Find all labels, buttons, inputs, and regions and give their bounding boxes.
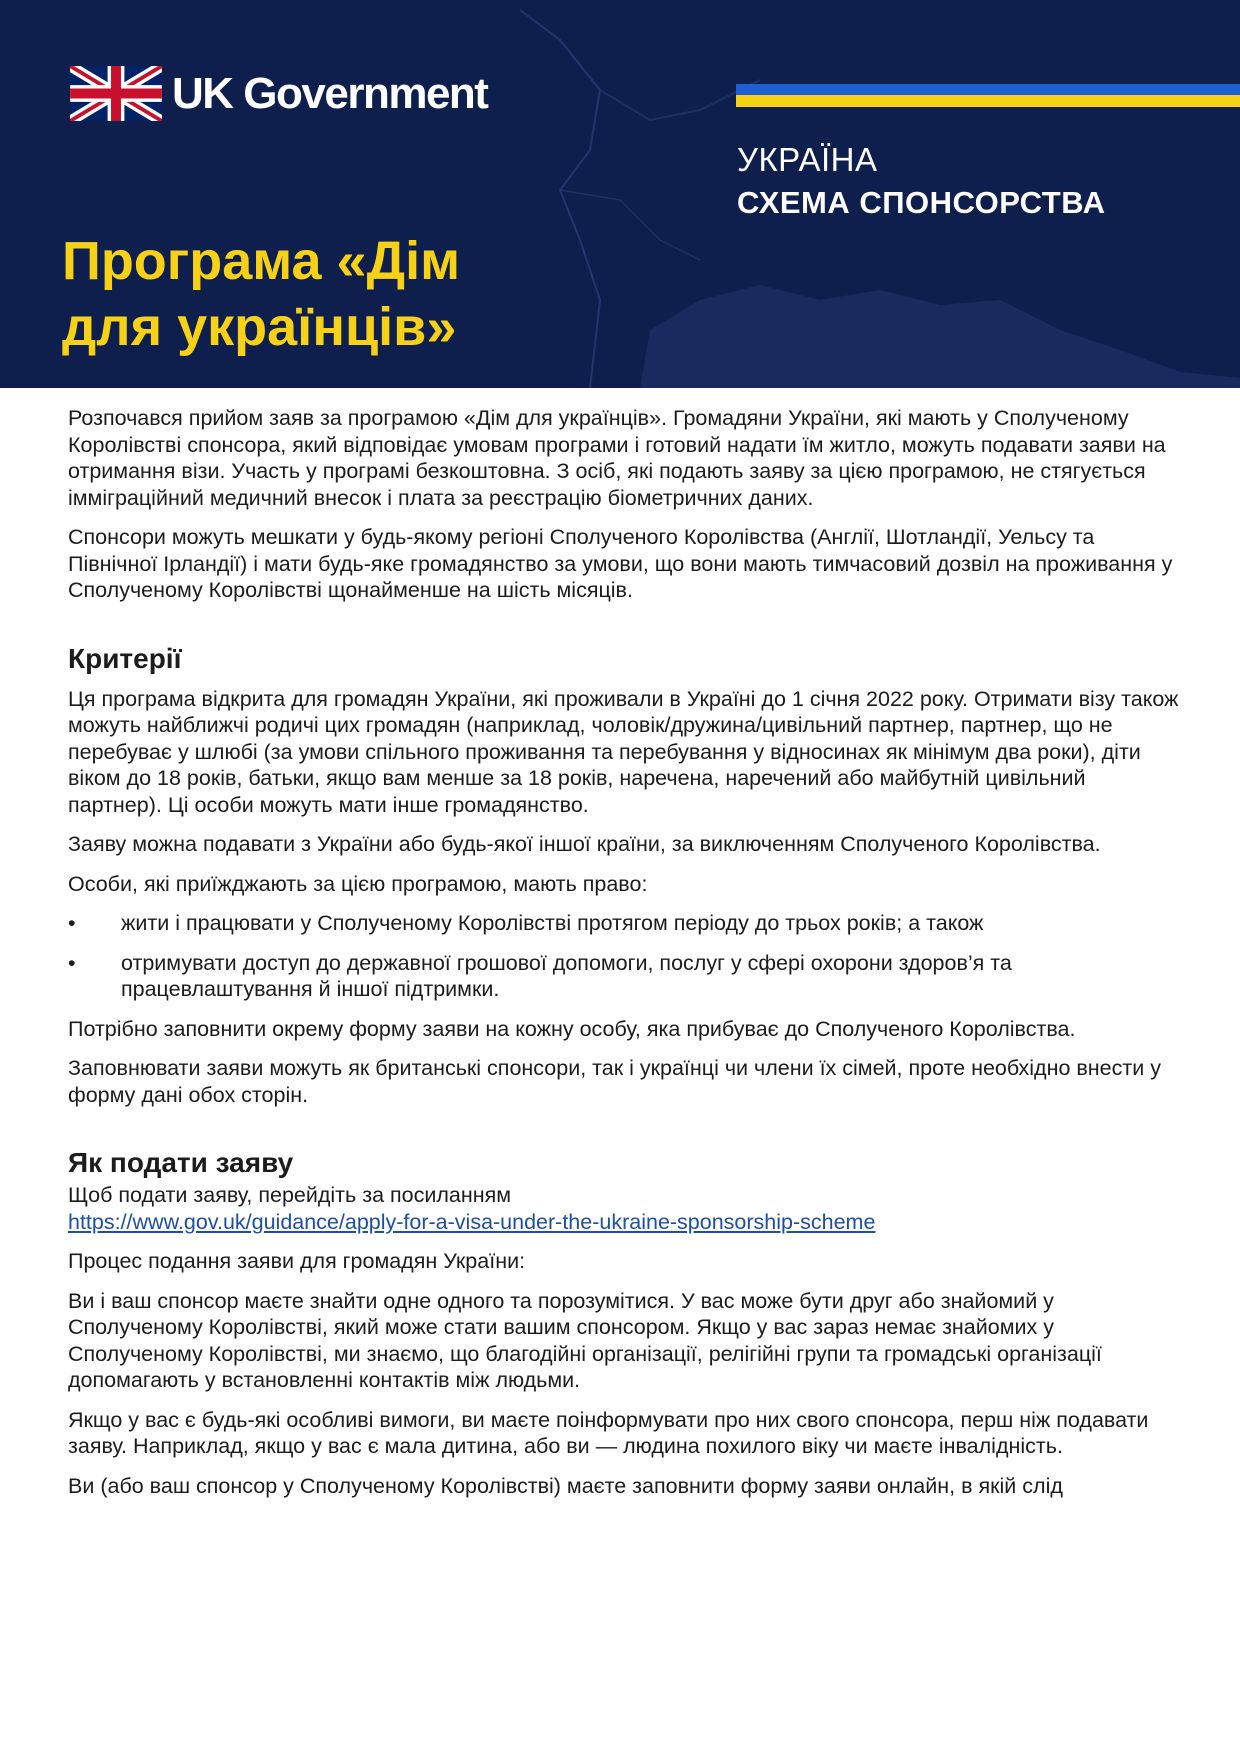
criteria-paragraph-3: Особи, які приїжджають за цією програмою, мають право: [68, 871, 648, 896]
criteria-paragraph-1: Ця програма відкрита для громадян України, які проживали в Україні до 1 січня 2022 року. Отримати візу також можуть найближчі родичі цих громадян (наприклад, чоловік/дружина/цивільний партнер, партнер, що не перебуває у шлюбі (за умови спільного проживання та перебування у відносинах як мінімум два роки), діти віком до 18 років, батьки, якщо вам менше за 18 років, наречена, наречений або майбутній цивільний партнер). Ці особи можуть мати інше громадянство. [68, 686, 1179, 817]
apply-paragraph-2: Ви і ваш спонсор маєте знайти одне одного та порозумітися. У вас може бути друг або знайомий у Сполученому Королівстві, який може стати вашим спонсором. Якщо у вас зараз немає знайомих у Сполученому Королівстві, ми знаємо, що благодійні організації, релігійні групи та громадські організації допомагають у встановленні контактів між людьми. [68, 1288, 1102, 1392]
union-jack-flag-icon [70, 66, 162, 121]
list-item-text: отримувати доступ до державної грошової допомоги, послуг у сфері охорони здоров’я та працевлаштування й іншої підтримки. [121, 950, 1012, 1001]
ukraine-flag-stripe [736, 84, 1240, 107]
document-body [68, 405, 1180, 1512]
apply-paragraph-1: Процес подання заяви для громадян України: [68, 1249, 526, 1273]
apply-intro-paragraph [68, 1182, 1180, 1235]
brand-name: UK Government [172, 68, 488, 118]
uk-government-logo [70, 66, 487, 121]
criteria-paragraph-5: Заповнювати заяви можуть як британські спонсори, так і українці чи члени їх сімей, проте необхідно внести у форму дані обох сторін. [68, 1056, 1161, 1107]
apply-paragraph-4: Ви (або ваш спонсор у Сполученому Королівстві) маєте заповнити форму заяви онлайн, в якій слід [68, 1473, 1063, 1498]
apply-paragraph-3: Якщо у вас є будь-які особливі вимоги, ви маєте поінформувати про них свого спонсора, перш ніж подавати заяву. Наприклад, якщо у вас є мала дитина, або ви — людина похилого віку чи маєте інвалідність. [68, 1407, 1149, 1458]
apply-heading: Як подати заяву [68, 1147, 294, 1178]
scheme-name-label: СХЕМА СПОНСОРСТВА [737, 185, 1106, 220]
criteria-paragraph-2: Заяву можна подавати з України або будь-якої іншої країни, за виключенням Сполученого Королівства. [68, 832, 1101, 856]
intro-paragraph-2: Спонсори можуть мешкати у будь-якому регіоні Сполученого Королівства (Англії, Шотландії, Уельсу та Північної Ірландії) і мати будь-яке громадянство за умови, що вони мають тимчасовий дозвіл на проживання у Сполученому Королівстві щонайменше на шість місяців. [68, 525, 1173, 602]
apply-link[interactable]: https://www.gov.uk/guidance/apply-for-a-visa-under-the-ukraine-sponsorship-scheme [68, 1209, 876, 1234]
scheme-country-label: УКРАЇНА [737, 141, 878, 178]
criteria-paragraph-4: Потрібно заповнити окрему форму заяви на кожну особу, яка прибуває до Сполученого Королівства. [68, 1016, 1076, 1041]
criteria-heading: Критерії [68, 642, 182, 674]
rights-list [68, 910, 1180, 1003]
bullet-icon: • [68, 950, 76, 975]
page-title-line-2: для українців» [62, 297, 457, 357]
apply-intro-text: Щоб подати заяву, перейдіть за посиланням [68, 1183, 512, 1207]
header-banner [0, 0, 1240, 388]
bullet-icon: • [68, 911, 76, 935]
list-item [68, 950, 1180, 1003]
list-item-text: жити і працювати у Сполученому Королівстві протягом періоду до трьох років; а також [121, 911, 984, 935]
list-item [68, 910, 1180, 937]
intro-paragraph-1: Розпочався прийом заяв за програмою «Дім для українців». Громадяни України, які мають у Сполученому Королівстві спонсора, який відповідає умовам програми і готовий надати їм житло, можуть подавати заяви на отримання візи. Участь у програмі безкоштовна. З осіб, які подають заяву за цією програмою, не стягується імміграційний медичний внесок і плата за реєстрацію біометричних даних. [68, 406, 1166, 510]
page-title [62, 228, 582, 360]
page-title-line-1: Програма «Дім [62, 231, 461, 291]
